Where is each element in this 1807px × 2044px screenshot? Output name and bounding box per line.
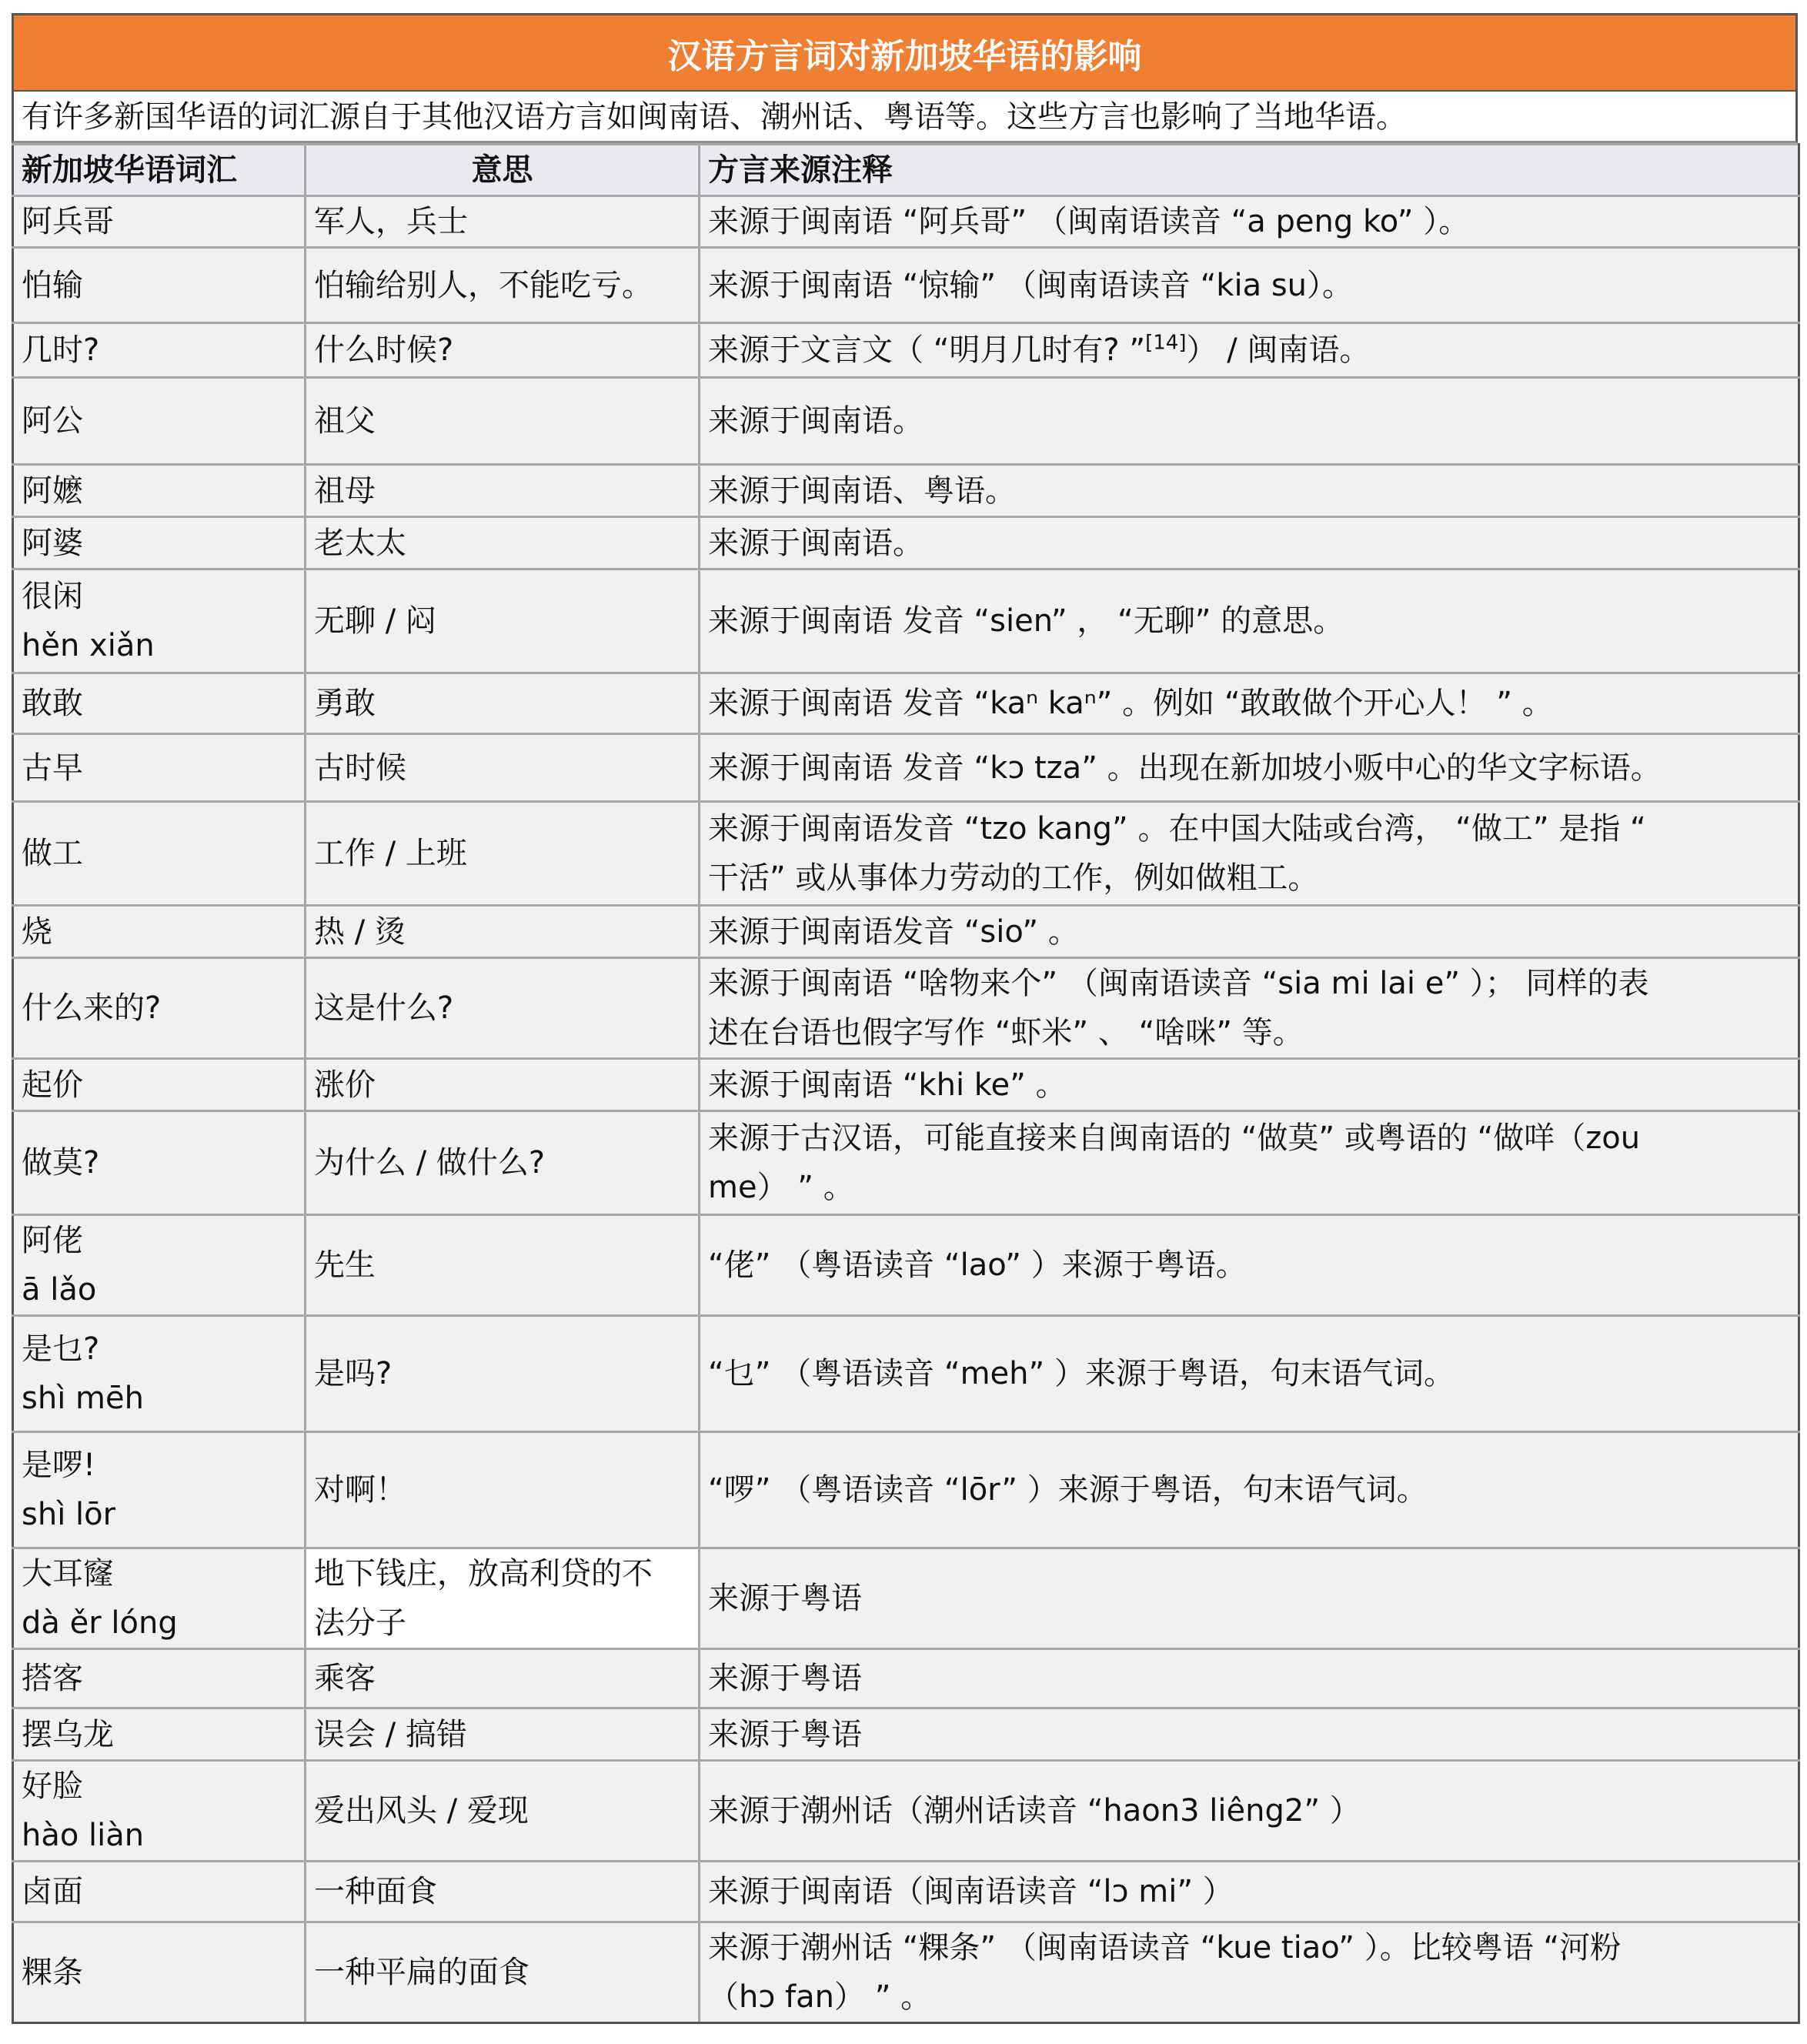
table-row xyxy=(13,1111,1799,1215)
note-text-main: 来源于文言文（ “明月几时有? ” xyxy=(708,332,1146,368)
note-text-cont: （hɔ fan） ” 。 xyxy=(708,1979,932,2015)
word-text: 做莫? xyxy=(22,1145,100,1181)
word-pinyin: ā lǎo xyxy=(22,1272,97,1308)
note-text-main: 来源于闽南语 “啥物来个” （闽南语读音 “sia mi lai e” ）； 同样的表 xyxy=(708,966,1649,1001)
meaning-text: 对啊！ xyxy=(314,1472,406,1508)
note-text-main: 来源于闽南语 发音 “kaⁿ kaⁿ” 。例如 “敢敢做个开心人！ ” 。 xyxy=(708,686,1553,721)
vocabulary-table xyxy=(12,143,1800,2024)
note-text-main: 来源于闽南语 “惊输” （闽南语读音 “kia su）。 xyxy=(708,267,1354,303)
meaning-text: 军人，兵士 xyxy=(314,204,468,239)
word-text: 阿佬 xyxy=(22,1223,83,1258)
word-text: 搭客 xyxy=(22,1661,83,1696)
cell-word xyxy=(13,1111,306,1215)
meaning-text: 为什么 / 做什么? xyxy=(314,1145,546,1181)
cell-meaning xyxy=(306,802,700,906)
intro-text: 有许多新国华语的词汇源自于其他汉语方言如闽南语、潮州话、粤语等。这些方言也影响了当地华语。 xyxy=(12,92,1798,143)
note-text xyxy=(708,1654,1790,1703)
meaning-text: 爱出风头 / 爱现 xyxy=(314,1793,529,1829)
cell-meaning xyxy=(306,1432,700,1548)
cell-word xyxy=(13,958,306,1059)
cell-meaning xyxy=(306,1862,700,1922)
table-row xyxy=(13,673,1799,734)
note-text-main: 来源于闽南语。 xyxy=(708,403,924,439)
meaning-text: 祖母 xyxy=(314,473,376,509)
cell-word xyxy=(13,378,306,465)
word-text: 是乜? xyxy=(22,1331,100,1367)
word-text: 粿条 xyxy=(22,1955,83,1990)
table-row xyxy=(13,1761,1799,1862)
table-row xyxy=(13,734,1799,802)
note-text-main: 来源于古汉语，可能直接来自闽南语的 “做莫” 或粤语的 “做咩（zou xyxy=(708,1121,1641,1156)
note-text xyxy=(708,1241,1790,1290)
note-text-main: 来源于闽南语 发音 “sien” ， “无聊” 的意思。 xyxy=(708,603,1344,639)
note-text xyxy=(708,396,1790,446)
meaning-text: 怕输给别人，不能吃亏。 xyxy=(314,267,653,303)
cell-note xyxy=(700,802,1799,906)
cell-word xyxy=(13,1761,306,1862)
note-text-main: 来源于潮州话 “粿条” （闽南语读音 “kue tiao” ）。比较粤语 “河粉 xyxy=(708,1930,1622,1966)
cell-note xyxy=(700,1059,1799,1111)
meaning-text: 工作 / 上班 xyxy=(314,836,467,871)
note-text xyxy=(708,907,1790,957)
meaning-text: 古时候 xyxy=(314,750,406,786)
citation-link[interactable]: [14] xyxy=(1145,331,1187,355)
note-text xyxy=(708,1923,1790,1972)
note-text xyxy=(708,804,1790,853)
cell-word xyxy=(13,906,306,958)
header-word: 新加坡华语词汇 xyxy=(13,145,306,196)
cell-note xyxy=(700,1649,1799,1708)
table-row xyxy=(13,906,1799,958)
cell-meaning xyxy=(306,1215,700,1316)
word-pinyin: dà ěr lóng xyxy=(22,1605,178,1641)
note-text xyxy=(708,326,1790,375)
meaning-text: 地下钱庄，放高利贷的不 xyxy=(314,1556,653,1591)
table-title: 汉语方言词对新加坡华语的影响 xyxy=(12,13,1798,92)
header-row xyxy=(13,145,1799,196)
meaning-text: 祖父 xyxy=(314,403,376,439)
table-row xyxy=(13,323,1799,378)
table-row xyxy=(13,465,1799,517)
word-text: 敢敢 xyxy=(22,686,83,721)
cell-note xyxy=(700,1316,1799,1432)
note-text-main: 来源于粤语 xyxy=(708,1581,862,1616)
cell-word xyxy=(13,569,306,673)
meaning-text: 一种平扁的面食 xyxy=(314,1955,529,1990)
cell-meaning xyxy=(306,1922,700,2023)
word-text: 几时? xyxy=(22,332,100,368)
cell-note xyxy=(700,1215,1799,1316)
cell-meaning xyxy=(306,569,700,673)
meaning-text: 什么时候? xyxy=(314,332,454,368)
cell-word xyxy=(13,517,306,569)
meaning-text: 先生 xyxy=(314,1247,376,1283)
table-row xyxy=(13,802,1799,906)
table-row xyxy=(13,1059,1799,1111)
note-text-main: 来源于闽南语。 xyxy=(708,525,924,561)
cell-meaning xyxy=(306,323,700,378)
word-text: 阿兵哥 xyxy=(22,204,114,239)
table-row xyxy=(13,517,1799,569)
cell-note xyxy=(700,1111,1799,1215)
cell-meaning xyxy=(306,1059,700,1111)
meaning-text: 涨价 xyxy=(314,1067,376,1103)
cell-meaning xyxy=(306,517,700,569)
note-text-main: 来源于闽南语发音 “tzo kang” 。在中国大陆或台湾， “做工” 是指 “ xyxy=(708,811,1646,847)
note-text-cont: me） ” 。 xyxy=(708,1170,854,1205)
cell-note xyxy=(700,569,1799,673)
cell-word xyxy=(13,802,306,906)
table-row xyxy=(13,248,1799,323)
note-text xyxy=(708,1465,1790,1515)
table-row xyxy=(13,569,1799,673)
cell-meaning xyxy=(306,248,700,323)
cell-note xyxy=(700,673,1799,734)
note-text xyxy=(708,1710,1790,1759)
cell-note xyxy=(700,1862,1799,1922)
cell-word xyxy=(13,734,306,802)
cell-note xyxy=(700,958,1799,1059)
note-text xyxy=(708,679,1790,728)
cell-meaning xyxy=(306,1761,700,1862)
cell-meaning xyxy=(306,1316,700,1432)
cell-note xyxy=(700,1708,1799,1761)
cell-word xyxy=(13,1922,306,2023)
cell-meaning xyxy=(306,1548,700,1649)
cell-word xyxy=(13,1316,306,1432)
note-text-cont: 干活” 或从事体力劳动的工作，例如做粗工。 xyxy=(708,860,1319,896)
table-row xyxy=(13,1862,1799,1922)
cell-word xyxy=(13,673,306,734)
note-text xyxy=(708,1114,1790,1163)
spreadsheet xyxy=(12,13,1798,2024)
meaning-text: 是吗? xyxy=(314,1356,392,1391)
note-text-main: 来源于粤语 xyxy=(708,1716,862,1752)
word-pinyin: hěn xiǎn xyxy=(22,628,155,663)
note-text xyxy=(708,261,1790,310)
cell-note xyxy=(700,1761,1799,1862)
cell-word xyxy=(13,196,306,248)
cell-meaning xyxy=(306,673,700,734)
table-row xyxy=(13,1215,1799,1316)
cell-word xyxy=(13,323,306,378)
note-text xyxy=(708,519,1790,568)
word-text: 阿婆 xyxy=(22,525,83,561)
table-row xyxy=(13,1922,1799,2023)
note-text-main: 来源于潮州话（潮州话读音 “haon3 liêng2” ） xyxy=(708,1793,1361,1829)
note-text-cont: 述在台语也假字写作 “虾米” 、 “啥咪” 等。 xyxy=(708,1015,1304,1050)
cell-meaning xyxy=(306,196,700,248)
word-text: 古早 xyxy=(22,750,83,786)
cell-note xyxy=(700,378,1799,465)
cell-word xyxy=(13,465,306,517)
note-text xyxy=(708,466,1790,516)
word-text: 卤面 xyxy=(22,1874,83,1909)
cell-word xyxy=(13,1548,306,1649)
note-text xyxy=(708,959,1790,1008)
note-text xyxy=(708,1349,1790,1398)
cell-meaning xyxy=(306,1111,700,1215)
note-text-tail: ） / 闽南语。 xyxy=(1186,332,1371,368)
cell-note xyxy=(700,248,1799,323)
note-text xyxy=(708,596,1790,646)
word-text: 很闲 xyxy=(22,579,83,614)
header-meaning: 意思 xyxy=(306,145,700,196)
word-pinyin: shì mēh xyxy=(22,1381,144,1416)
note-text xyxy=(708,197,1790,246)
cell-note xyxy=(700,517,1799,569)
word-pinyin: hào liàn xyxy=(22,1818,145,1853)
word-text: 是啰! xyxy=(22,1448,96,1483)
cell-word xyxy=(13,1432,306,1548)
note-text-main: “乜” （粤语读音 “meh” ）来源于粤语，句末语气词。 xyxy=(708,1356,1455,1391)
cell-note xyxy=(700,1432,1799,1548)
meaning-text: 老太太 xyxy=(314,525,406,561)
cell-meaning xyxy=(306,734,700,802)
note-text-main: 来源于闽南语发音 “sio” 。 xyxy=(708,913,1079,950)
note-text-main: 来源于闽南语（闽南语读音 “lɔ mi” ） xyxy=(708,1874,1234,1909)
table-row xyxy=(13,378,1799,465)
meaning-text: 这是什么? xyxy=(314,990,454,1026)
table-row xyxy=(13,1548,1799,1649)
word-text: 烧 xyxy=(22,913,52,950)
note-text xyxy=(708,743,1790,793)
word-text: 什么来的? xyxy=(22,990,162,1026)
cell-note xyxy=(700,196,1799,248)
word-pinyin: shì lōr xyxy=(22,1497,116,1532)
cell-meaning xyxy=(306,1649,700,1708)
cell-meaning xyxy=(306,906,700,958)
cell-word xyxy=(13,1059,306,1111)
table-row xyxy=(13,958,1799,1059)
meaning-text-cont: 法分子 xyxy=(314,1605,406,1641)
table-row xyxy=(13,196,1799,248)
cell-word xyxy=(13,1708,306,1761)
note-text xyxy=(708,1867,1790,1916)
header-note: 方言来源注释 xyxy=(700,145,1799,196)
meaning-text: 一种面食 xyxy=(314,1874,437,1909)
meaning-text: 热 / 烫 xyxy=(314,913,406,950)
cell-note xyxy=(700,1548,1799,1649)
table-row xyxy=(13,1432,1799,1548)
table-row xyxy=(13,1316,1799,1432)
word-text: 大耳窿 xyxy=(22,1556,114,1591)
meaning-text: 误会 / 搞错 xyxy=(314,1716,467,1752)
note-text-main: 来源于闽南语、粤语。 xyxy=(708,473,1016,509)
cell-note xyxy=(700,1922,1799,2023)
word-text: 摆乌龙 xyxy=(22,1716,114,1752)
note-text-main: 来源于闽南语 “阿兵哥” （闽南语读音 “a peng ko” ）。 xyxy=(708,204,1470,239)
cell-note xyxy=(700,465,1799,517)
word-text: 好脸 xyxy=(22,1768,83,1804)
note-text-main: “啰” （粤语读音 “lōr” ）来源于粤语，句末语气词。 xyxy=(708,1472,1428,1508)
word-text: 做工 xyxy=(22,836,83,871)
note-text xyxy=(708,1574,1790,1623)
word-text: 起价 xyxy=(22,1067,83,1103)
cell-note xyxy=(700,734,1799,802)
word-text: 阿公 xyxy=(22,403,83,439)
note-text xyxy=(708,1060,1790,1110)
cell-word xyxy=(13,248,306,323)
cell-meaning xyxy=(306,378,700,465)
meaning-text: 乘客 xyxy=(314,1661,376,1696)
table-row xyxy=(13,1649,1799,1708)
table-row xyxy=(13,1708,1799,1761)
cell-note xyxy=(700,323,1799,378)
note-text-main: 来源于粤语 xyxy=(708,1661,862,1696)
cell-meaning xyxy=(306,1708,700,1761)
note-text-main: 来源于闽南语 “khi ke” 。 xyxy=(708,1067,1067,1103)
note-text-main: “佬” （粤语读音 “lao” ）来源于粤语。 xyxy=(708,1247,1247,1283)
cell-word xyxy=(13,1215,306,1316)
cell-meaning xyxy=(306,958,700,1059)
meaning-text: 无聊 / 闷 xyxy=(314,603,436,639)
cell-meaning xyxy=(306,465,700,517)
note-text xyxy=(708,1786,1790,1835)
word-text: 怕输 xyxy=(22,267,83,303)
cell-word xyxy=(13,1649,306,1708)
word-text: 阿嬷 xyxy=(22,473,83,509)
note-text-main: 来源于闽南语 发音 “kɔ tza” 。出现在新加坡小贩中心的华文字标语。 xyxy=(708,750,1662,786)
meaning-text: 勇敢 xyxy=(314,686,376,721)
cell-note xyxy=(700,906,1799,958)
cell-word xyxy=(13,1862,306,1922)
